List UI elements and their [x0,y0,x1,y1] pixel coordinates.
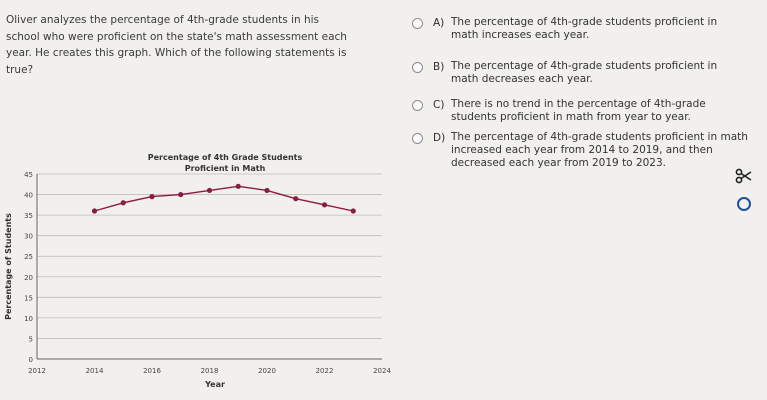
chart-svg [0,140,405,396]
choice-d-letter: D) [433,132,446,144]
choice-c-letter: C) [433,99,445,111]
data-point [149,194,154,199]
data-point [322,202,327,207]
choice-a-text: The percentage of 4th-grade students proficient in math increases each year. [451,16,718,41]
choice-b-letter: B) [433,61,445,73]
x-tick-label: 2022 [315,367,334,375]
data-point [178,192,183,197]
question-text: Oliver analyzes the percentage of 4th-grade students in his school who were proficient on the state's math assessment each year. He creates this graph. Which of the following statements is true? [6,14,347,76]
y-tick-label: 15 [24,294,33,303]
x-tick-label: 2024 [373,367,391,375]
x-tick-label: 2016 [143,367,161,375]
y-tick-label: 45 [24,171,33,179]
x-axis-label: Year [205,380,225,389]
choice-b-text: The percentage of 4th-grade students proficient in math decreases each year. [451,60,718,85]
data-point [293,196,298,201]
y-tick-label: 5 [28,335,33,344]
series-line [95,186,354,211]
choice-d[interactable] [412,131,761,170]
x-tick-label: 2014 [85,367,104,375]
x-tick-label: 2012 [28,367,46,375]
y-tick-label: 10 [24,314,33,323]
data-point [121,200,126,205]
y-axis-label: Percentage of Students [4,213,13,320]
choice-c[interactable] [412,98,751,124]
y-tick-label: 20 [24,273,33,282]
y-tick-label: 40 [24,191,33,200]
x-tick-label: 2020 [258,367,276,375]
data-point [264,188,269,193]
data-point [92,208,97,213]
choice-a-letter: A) [433,17,445,29]
choice-c-text: There is no trend in the percentage of 4th-grade students proficient in math from year to year. [451,98,706,123]
choice-d-text: The percentage of 4th-grade students proficient in math increased each year from 2014 to 2019, and then decreased each year from 2019 to 2023. [451,131,748,169]
choice-a[interactable] [412,16,741,42]
scissors-icon[interactable] [735,168,753,184]
y-tick-label: 25 [24,253,33,262]
y-tick-label: 35 [24,212,33,221]
x-tick-label: 2018 [200,367,219,375]
y-tick-label: 0 [28,356,33,364]
data-point [351,208,356,213]
y-tick-label: 30 [24,232,33,241]
data-point [207,188,212,193]
circle-icon[interactable] [737,197,751,211]
chart-title-line2: Proficient in Math [184,164,266,173]
chart-title-line1: Percentage of 4th Grade Students [147,153,303,162]
radio-c[interactable] [412,100,423,111]
radio-a[interactable] [412,18,423,29]
line-chart [0,140,405,396]
data-point [236,184,241,189]
radio-b[interactable] [412,62,423,73]
radio-d[interactable] [412,133,423,144]
choice-b[interactable] [412,60,741,86]
